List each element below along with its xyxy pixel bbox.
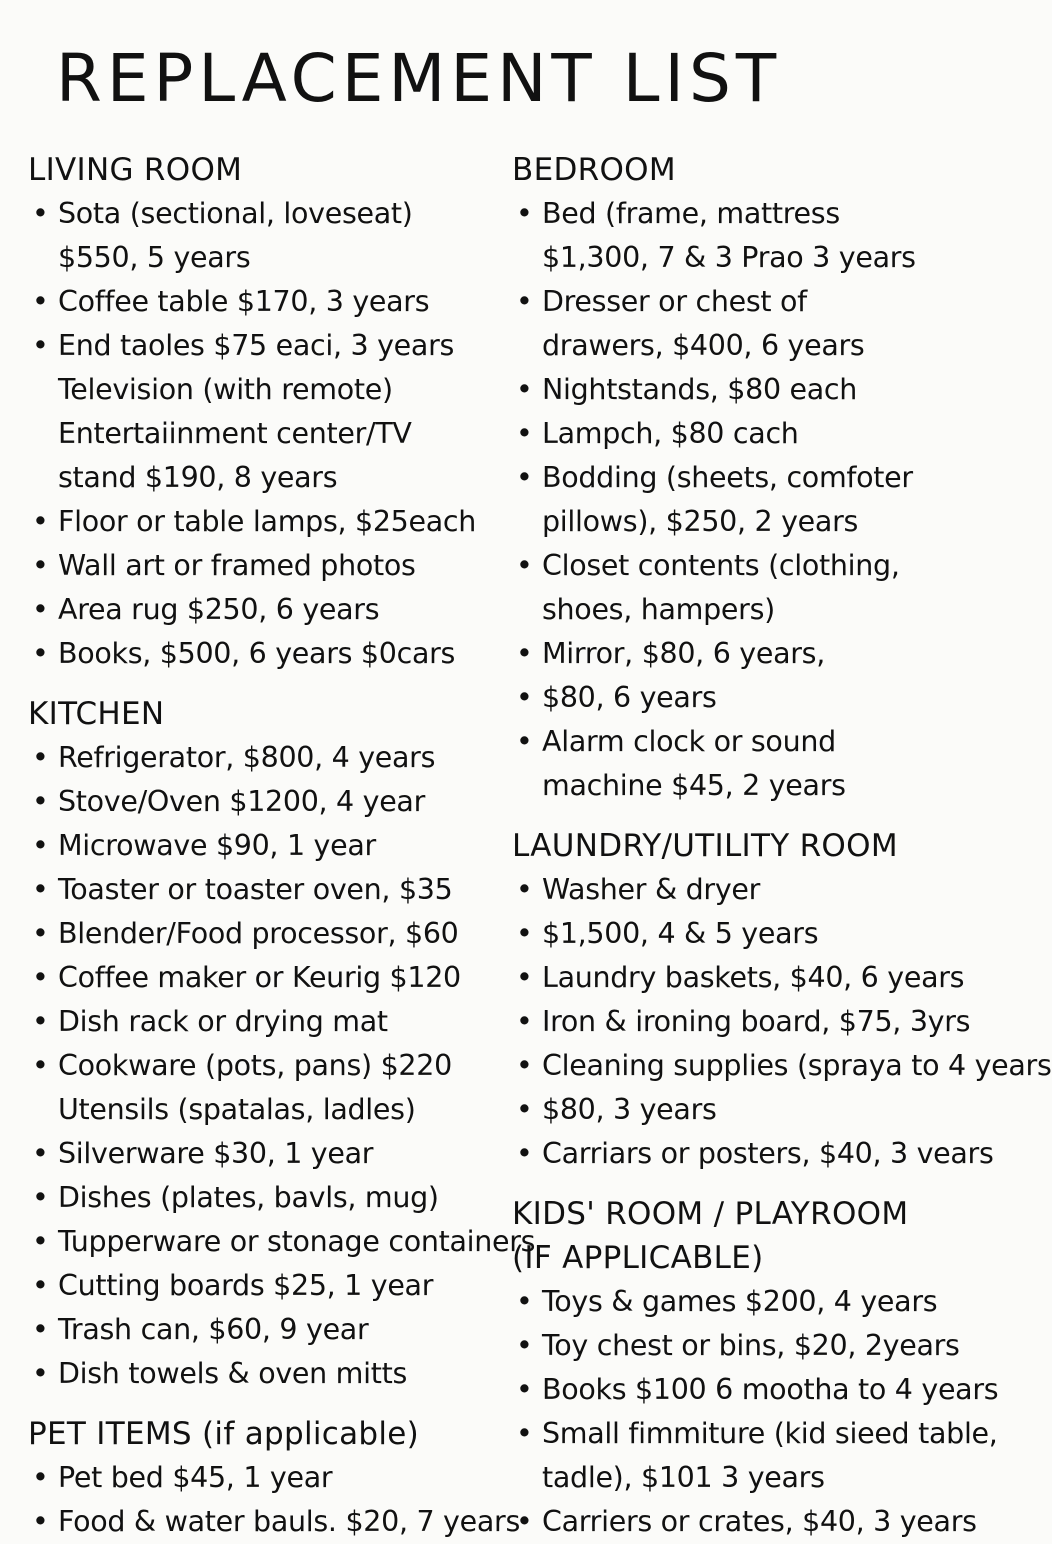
list-item: [28, 912, 498, 956]
list-item: [512, 1500, 977, 1544]
item-text: Microwave $90, 1 year: [58, 829, 376, 862]
bullet-icon: •: [516, 873, 533, 906]
list-item: [512, 720, 962, 764]
item-text: Iron & ironing board, $75, 3yrs: [542, 1005, 971, 1038]
bullet-icon: •: [516, 725, 533, 758]
section-kids-room: [512, 1192, 999, 1544]
list-item: [28, 368, 498, 412]
item-text: Books, $500, 6 years $0cars: [58, 637, 456, 670]
bullet-icon: •: [516, 1417, 533, 1450]
item-text: Food & water bauls. $20, 7 years: [58, 1505, 520, 1538]
item-text: Dish towels & oven mitts: [58, 1357, 408, 1390]
bullet-icon: •: [516, 285, 533, 318]
list-item: [512, 412, 962, 456]
list-item: [28, 1456, 498, 1500]
list-item: [28, 500, 498, 544]
list-item: [512, 1044, 1052, 1088]
item-text: End taoles $75 eaci, 3 years: [58, 329, 455, 362]
list-item: [28, 236, 498, 280]
list-item: [28, 1352, 498, 1396]
section-heading: KIDS' ROOM / PLAYROOM: [512, 1196, 909, 1232]
list-item: [512, 1280, 962, 1324]
item-text: Books $100 6 mootha to 4 years: [542, 1373, 999, 1406]
item-text: tadle), $101 3 years: [542, 1461, 825, 1494]
list-item: [28, 1264, 498, 1308]
item-text: $1,500, 4 & 5 years: [542, 917, 819, 950]
bullet-icon: •: [32, 593, 49, 626]
bullet-icon: •: [32, 505, 49, 538]
item-text: Cleaning supplies (spraya to 4 years: [542, 1049, 1052, 1082]
list-item: [28, 456, 498, 500]
bullet-icon: •: [32, 1005, 49, 1038]
list-item: [28, 1220, 536, 1264]
item-text: Small fimmiture (kid sieed table,: [542, 1417, 998, 1450]
bullet-icon: •: [516, 681, 533, 714]
item-text: Lampch, $80 cach: [542, 417, 799, 450]
item-text: stand $190, 8 years: [58, 461, 338, 494]
list-item: [512, 1088, 962, 1132]
item-text: Alarm clock or sound: [542, 725, 836, 758]
list-item: [512, 456, 962, 500]
item-text: shoes, hampers): [542, 593, 775, 626]
item-text: $80, 6 years: [542, 681, 717, 714]
item-text: Cookware (pots, pans) $220: [58, 1049, 452, 1082]
bullet-icon: •: [516, 1505, 533, 1538]
list-item: [512, 1368, 999, 1412]
bullet-icon: •: [32, 197, 49, 230]
bullet-icon: •: [32, 785, 49, 818]
item-list: [512, 1280, 999, 1544]
item-text: Floor or table lamps, $25each: [58, 505, 477, 538]
item-text: Stove/Oven $1200, 4 year: [58, 785, 426, 818]
bullet-icon: •: [516, 197, 533, 230]
item-text: Washer & dryer: [542, 873, 761, 906]
item-text: Laundry baskets, $40, 6 years: [542, 961, 965, 994]
bullet-icon: •: [516, 1049, 533, 1082]
item-text: Carriers or crates, $40, 3 years: [542, 1505, 977, 1538]
section-heading: PET ITEMS (if applicable): [28, 1416, 420, 1452]
item-list: [512, 868, 1052, 1176]
bullet-icon: •: [516, 1005, 533, 1038]
section-heading: KITCHEN: [28, 696, 165, 732]
bullet-icon: •: [516, 1285, 533, 1318]
item-text: Coffee table $170, 3 years: [58, 285, 430, 318]
list-item: [28, 1044, 498, 1088]
item-text: Carriars or posters, $40, 3 vears: [542, 1137, 994, 1170]
bullet-icon: •: [516, 549, 533, 582]
left-column: [28, 148, 536, 1544]
item-list: [28, 736, 536, 1396]
list-item: [512, 544, 962, 588]
bullet-icon: •: [516, 961, 533, 994]
bullet-icon: •: [32, 1225, 49, 1258]
bullet-icon: •: [516, 1137, 533, 1170]
bullet-icon: •: [32, 1313, 49, 1346]
list-item: [512, 1000, 971, 1044]
section-bedroom: [512, 148, 962, 808]
bullet-icon: •: [32, 549, 49, 582]
list-item: [512, 192, 962, 236]
bullet-icon: •: [516, 1093, 533, 1126]
list-item: [28, 1176, 498, 1220]
list-item: [512, 368, 962, 412]
right-column: [512, 148, 1052, 1544]
bullet-icon: •: [32, 1181, 49, 1214]
list-item: [512, 324, 962, 368]
section-living-room: [28, 148, 498, 676]
item-text: Silverware $30, 1 year: [58, 1137, 374, 1170]
list-item: [512, 912, 962, 956]
item-text: $80, 3 years: [542, 1093, 717, 1126]
item-text: Area rug $250, 6 years: [58, 593, 380, 626]
bullet-icon: •: [516, 1329, 533, 1362]
list-item: [512, 676, 962, 720]
item-text: Dish rack or drying mat: [58, 1005, 388, 1038]
list-item: [512, 1132, 994, 1176]
item-text: Wall art or framed photos: [58, 549, 416, 582]
item-text: Tupperware or stonage containers: [58, 1225, 536, 1258]
list-item: [28, 280, 498, 324]
list-item: [512, 1456, 962, 1500]
bullet-icon: •: [32, 741, 49, 774]
item-text: Pet bed $45, 1 year: [58, 1461, 333, 1494]
section-heading: BEDROOM: [512, 152, 676, 188]
bullet-icon: •: [32, 917, 49, 950]
section-kitchen: [28, 692, 536, 1396]
list-item: [512, 1412, 998, 1456]
list-item: [28, 544, 498, 588]
item-text: Television (with remote): [58, 373, 393, 406]
item-text: Dresser or chest of: [542, 285, 807, 318]
item-text: Coffee maker or Keurig $120: [58, 961, 461, 994]
item-text: Closet contents (clothing,: [542, 549, 900, 582]
bullet-icon: •: [32, 285, 49, 318]
item-text: $550, 5 years: [58, 241, 251, 274]
bullet-icon: •: [32, 873, 49, 906]
item-text: drawers, $400, 6 years: [542, 329, 865, 362]
list-item: [28, 1308, 498, 1352]
item-text: Toy chest or bins, $20, 2years: [542, 1329, 960, 1362]
bullet-icon: •: [32, 1461, 49, 1494]
bullet-icon: •: [516, 917, 533, 950]
bullet-icon: •: [32, 1357, 49, 1390]
section-heading: LAUNDRY/UTILITY ROOM: [512, 828, 898, 864]
bullet-icon: •: [32, 329, 49, 362]
list-item: [28, 324, 498, 368]
list-item: [512, 632, 962, 676]
list-item: [28, 736, 498, 780]
item-text: Sota (sectional, loveseat): [58, 197, 413, 230]
list-item: [28, 956, 498, 1000]
list-item: [512, 868, 962, 912]
section-subheading: (IF APPLICABLE): [512, 1240, 764, 1276]
list-item: [28, 824, 498, 868]
item-list: [28, 1456, 520, 1544]
bullet-icon: •: [516, 637, 533, 670]
list-item: [512, 1324, 962, 1368]
list-item: [28, 868, 498, 912]
bullet-icon: •: [516, 461, 533, 494]
list-item: [28, 780, 498, 824]
bullet-icon: •: [32, 1505, 49, 1538]
list-item: [512, 956, 965, 1000]
item-text: Refrigerator, $800, 4 years: [58, 741, 436, 774]
bullet-icon: •: [32, 637, 49, 670]
item-text: Bed (frame, mattress: [542, 197, 840, 230]
bullet-icon: •: [32, 1049, 49, 1082]
list-item: [512, 764, 962, 808]
bullet-icon: •: [516, 1373, 533, 1406]
list-item: [28, 1500, 520, 1544]
item-text: Toys & games $200, 4 years: [542, 1285, 938, 1318]
item-text: pillows), $250, 2 years: [542, 505, 859, 538]
list-item: [28, 192, 498, 236]
item-text: Toaster or toaster oven, $35: [58, 873, 453, 906]
item-list: [28, 192, 498, 676]
item-text: Entertaiinment center/TV: [58, 417, 412, 450]
list-item: [512, 588, 962, 632]
item-text: Utensils (spatalas, ladles): [58, 1093, 416, 1126]
section-heading: LIVING ROOM: [28, 152, 243, 188]
list-item: [28, 1132, 498, 1176]
page-title: REPLACEMENT LIST: [56, 40, 782, 117]
item-text: Cutting boards $25, 1 year: [58, 1269, 434, 1302]
section-pet-items: [28, 1412, 520, 1544]
bullet-icon: •: [32, 961, 49, 994]
bullet-icon: •: [32, 1137, 49, 1170]
item-text: Dishes (plates, bavls, mug): [58, 1181, 439, 1214]
section-laundry: [512, 824, 1052, 1176]
item-list: [512, 192, 962, 808]
bullet-icon: •: [516, 373, 533, 406]
list-item: [512, 236, 962, 280]
list-item: [28, 588, 498, 632]
item-text: Mirror, $80, 6 years,: [542, 637, 825, 670]
list-item: [512, 500, 962, 544]
list-item: [28, 1000, 498, 1044]
bullet-icon: •: [516, 417, 533, 450]
item-text: Blender/Food processor, $60: [58, 917, 459, 950]
item-text: $1,300, 7 & 3 Prao 3 years: [542, 241, 916, 274]
list-item: [28, 1088, 498, 1132]
item-text: machine $45, 2 years: [542, 769, 846, 802]
item-text: Bodding (sheets, comfoter: [542, 461, 913, 494]
list-item: [28, 632, 498, 676]
list-item: [28, 412, 498, 456]
bullet-icon: •: [32, 1269, 49, 1302]
item-text: Nightstands, $80 each: [542, 373, 858, 406]
bullet-icon: •: [32, 829, 49, 862]
list-item: [512, 280, 962, 324]
item-text: Trash can, $60, 9 year: [58, 1313, 369, 1346]
